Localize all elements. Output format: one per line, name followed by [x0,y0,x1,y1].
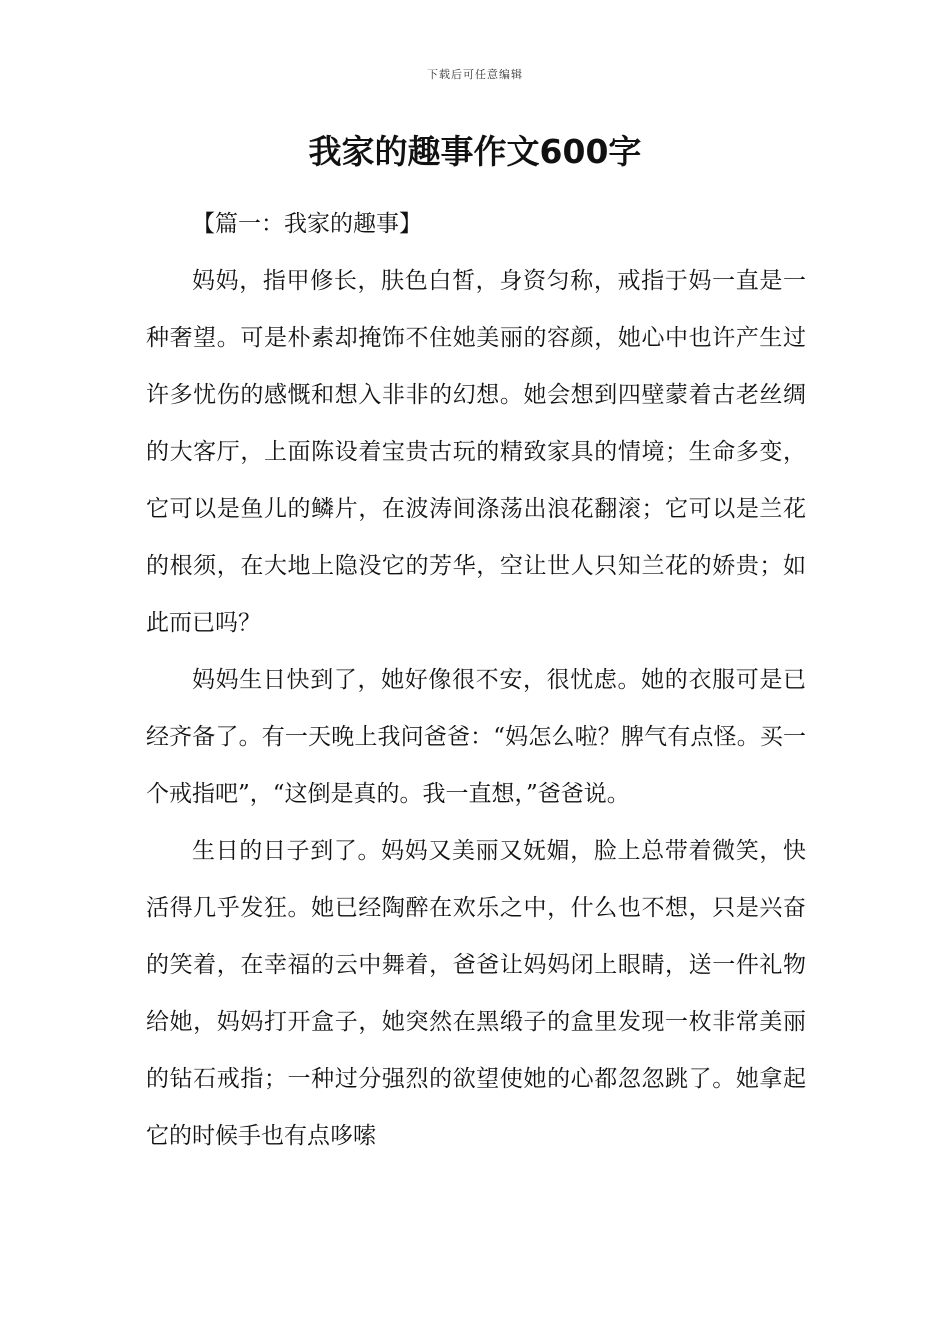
document-body [146,196,806,1165]
section-heading: 【篇一：我家的趣事】 [192,211,422,237]
header-note: 下载后可任意编辑 [427,68,523,81]
paragraph-1: 妈妈，指甲修长，肤色白皙，身资匀称，戒指于妈一直是一种奢望。可是朴素却掩饰不住她美丽的容颜，她心中也许产生过许多忧伤的感慨和想入非非的幻想。她会想到四壁蒙着古老丝绸的大客厅，上面陈设着宝贵古玩的精致家具的情境；生命多变，它可以是鱼儿的鳞片，在波涛间涤荡出浪花翻滚；它可以是兰花的根须，在大地上隐没它的芳华，空让世人只知兰花的娇贵；如此而已吗？ [146,268,806,636]
paragraph-2: 妈妈生日快到了，她好像很不安，很忧虑。她的衣服可是已经齐备了。有一天晚上我问爸爸：“妈怎么啦？脾气有点怪。买一个戒指吧”，“这倒是真的。我一直想，”爸爸说。 [146,667,806,807]
document-title: 我家的趣事作文600字 [308,132,642,171]
paragraph-3: 生日的日子到了。妈妈又美丽又妩媚，脸上总带着微笑，快活得几乎发狂。她已经陶醉在欢乐之中，什么也不想，只是兴奋的笑着，在幸福的云中舞着，爸爸让妈妈闭上眼睛，送一件礼物给她，妈妈打开盒子，她突然在黑缎子的盒里发现一枚非常美丽的钻石戒指；一种过分强烈的欲望使她的心都忽忽跳了。她拿起它的时候手也有点哆嗦 [146,838,806,1149]
